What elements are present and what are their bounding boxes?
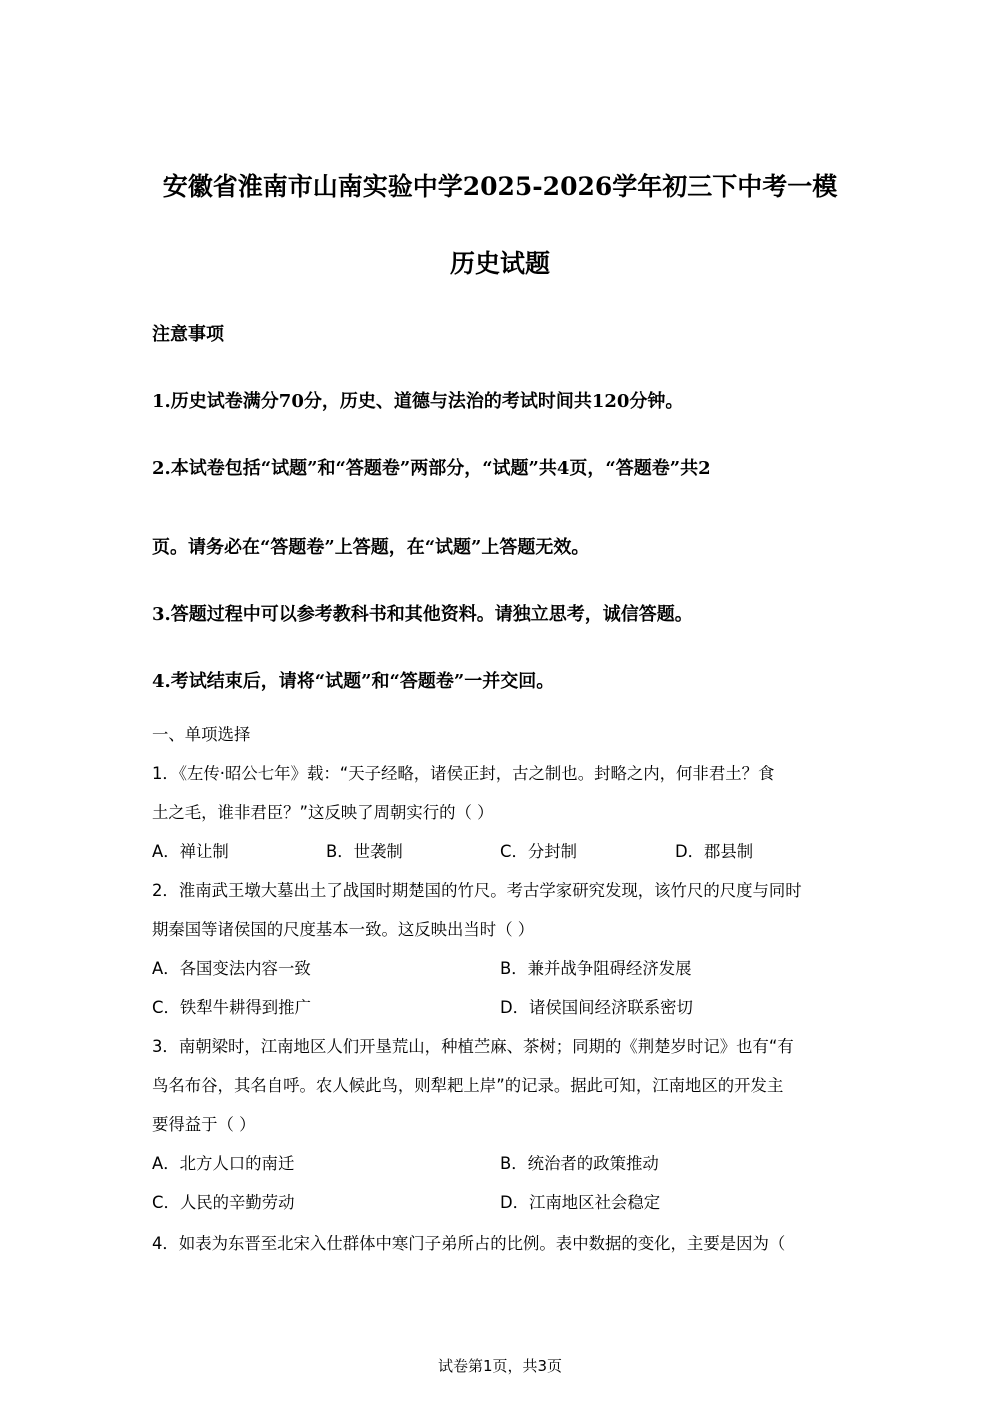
notice-heading: 注意事项 bbox=[152, 324, 224, 345]
question-1-option-c: C．分封制 bbox=[500, 842, 578, 861]
question-2-option-b: B．兼并战争阻碍经济发展 bbox=[500, 959, 692, 978]
question-2-option-d: D．诸侯国间经济联系密切 bbox=[500, 998, 693, 1017]
notice-item-2-line1: 2.本试卷包括“试题”和“答题卷”两部分，“试题”共4页，“答题卷”共2 bbox=[152, 458, 711, 479]
page-footer: 试卷第1页，共3页 bbox=[437, 1357, 563, 1375]
question-1-option-d: D．郡县制 bbox=[675, 842, 754, 861]
question-3-option-b: B．统治者的政策推动 bbox=[500, 1154, 659, 1173]
question-1-line1: 1．《左传·昭公七年》载：“天子经略，诸侯正封，古之制也。封略之内，何非君土？食 bbox=[152, 764, 775, 783]
notice-item-2-line2: 页。请务必在“答题卷”上答题，在“试题”上答题无效。 bbox=[152, 537, 590, 558]
question-2-line1: 2．淮南武王墩大墓出土了战国时期楚国的竹尺。考古学家研究发现，该竹尺的尺度与同时 bbox=[152, 881, 802, 900]
question-3-option-c: C．人民的辛勤劳动 bbox=[152, 1193, 295, 1212]
question-4-line1: 4．如表为东晋至北宋入仕群体中寒门子弟所占的比例。表中数据的变化，主要是因为（ bbox=[152, 1234, 786, 1253]
exam-title-line1: 安徽省淮南市山南实验中学2025-2026学年初三下中考一模 bbox=[162, 172, 838, 201]
question-2-option-c: C．铁犁牛耕得到推广 bbox=[152, 998, 311, 1017]
section-heading: 一、单项选择 bbox=[152, 725, 251, 744]
question-3-line2: 鸟名布谷，其名自呼。农人候此鸟，则犁耙上岸”的记录。据此可知，江南地区的开发主 bbox=[152, 1076, 784, 1095]
question-3-line3: 要得益于（ ） bbox=[152, 1115, 256, 1134]
exam-title-line2: 历史试题 bbox=[449, 249, 550, 278]
question-3-option-a: A．北方人口的南迁 bbox=[152, 1154, 295, 1173]
question-2-line2: 期秦国等诸侯国的尺度基本一致。这反映出当时（ ） bbox=[152, 920, 535, 939]
question-3-option-d: D．江南地区社会稳定 bbox=[500, 1193, 661, 1212]
question-3-line1: 3．南朝梁时，江南地区人们开垦荒山，种植苎麻、茶树；同期的《荆楚岁时记》也有“有 bbox=[152, 1037, 794, 1056]
question-2-option-a: A．各国变法内容一致 bbox=[152, 959, 311, 978]
notice-item-4: 4.考试结束后，请将“试题”和“答题卷”一并交回。 bbox=[152, 671, 555, 692]
question-1-option-b: B．世袭制 bbox=[326, 842, 403, 861]
question-1-line2: 土之毛，谁非君臣？”这反映了周朝实行的（ ） bbox=[152, 803, 494, 822]
notice-item-1: 1.历史试卷满分70分，历史、道德与法治的考试时间共120分钟。 bbox=[152, 391, 684, 412]
question-1-option-a: A．禅让制 bbox=[152, 842, 229, 861]
notice-item-3: 3.答题过程中可以参考教科书和其他资料。请独立思考，诚信答题。 bbox=[152, 604, 693, 625]
